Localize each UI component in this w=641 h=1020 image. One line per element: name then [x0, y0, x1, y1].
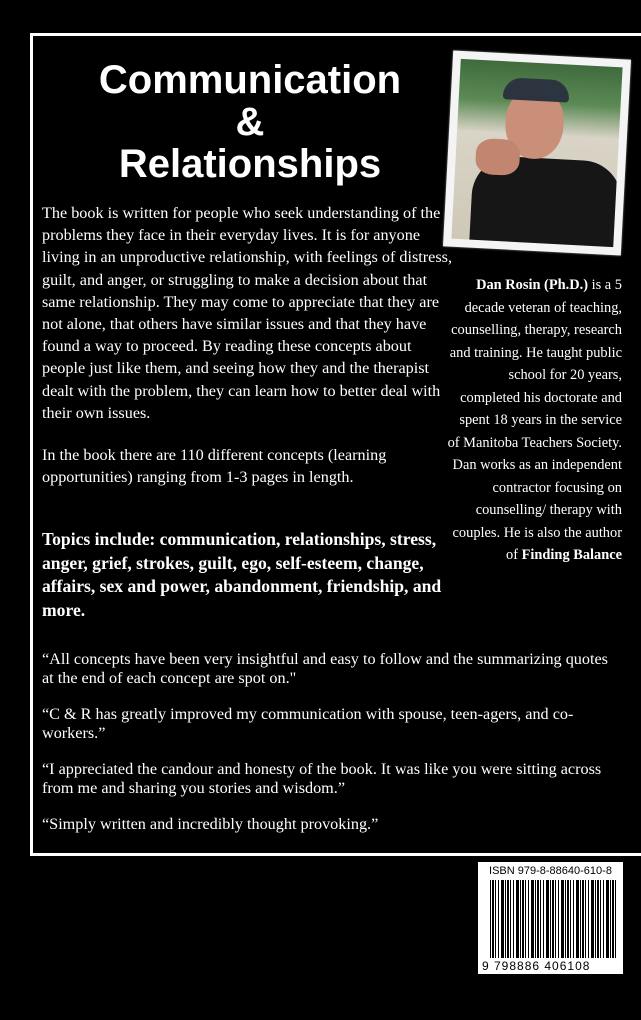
isbn-label: ISBN 979-8-88640-610-8 [489, 865, 612, 877]
reader-quotes [42, 650, 622, 851]
title-line-2: & [235, 100, 265, 144]
author-name: Dan Rosin (Ph.D.) [476, 277, 589, 293]
description-paragraph-1: The book is written for people who seek understanding of the problems they face in their everyday lives. It is for anyone living in an unproductive relationship, with feelings of distress, guilt, and anger, or struggling to make a decision about that same relationship. They may come to appreciate that they are not alone, that others have similar issues and that they have found a way to proceed. By reading these concepts about people just like them, and seeing how they and the therapist dealt with the problem, they can learn how to better deal with their own issues. [42, 204, 453, 422]
isbn-barcode [478, 862, 623, 974]
topics-list: Topics include: communication, relationships, stress, anger, grief, strokes, guilt, ego, self-esteem, change, affairs, sex and power, abandonment, friendship, and more. [42, 529, 442, 620]
book-description [42, 202, 458, 488]
author-bio [446, 274, 622, 567]
author-other-book: Finding Balance [521, 547, 622, 563]
quote: “C & R has greatly improved my communication with spouse, teen-agers, and co-workers.” [42, 705, 574, 742]
barcode-bars [490, 880, 618, 958]
author-portrait-image [451, 59, 622, 247]
author-photo [443, 50, 631, 255]
title-line-1: Communication [98, 58, 402, 102]
description-paragraph-2: In the book there are 110 different concepts (learning opportunities) ranging from 1-3 pages in length. [42, 446, 387, 487]
quote: “I appreciated the candour and honesty of the book. It was like you were sitting across from me and sharing you stories and wisdom.” [42, 760, 602, 797]
barcode-lead-digit: 9 [482, 959, 490, 973]
quote: “Simply written and incredibly thought provoking.” [42, 815, 379, 833]
quote: “All concepts have been very insightful and easy to follow and the summarizing quotes at the end of each concept are spot on." [42, 650, 608, 687]
barcode-digits: 798886 406108 [494, 959, 591, 973]
author-bio-text: is a 5 decade veteran of teaching, counselling, therapy, research and training. He taught public school for 20 years, completed his doctorate and spent 18 years in the service of Manitoba Teachers Society. Dan works as an independent contractor focusing on counselling/ therapy with couples. He is also the author of [447, 277, 622, 563]
title-line-3: Relationships [118, 142, 382, 186]
barcode-number [480, 959, 621, 973]
